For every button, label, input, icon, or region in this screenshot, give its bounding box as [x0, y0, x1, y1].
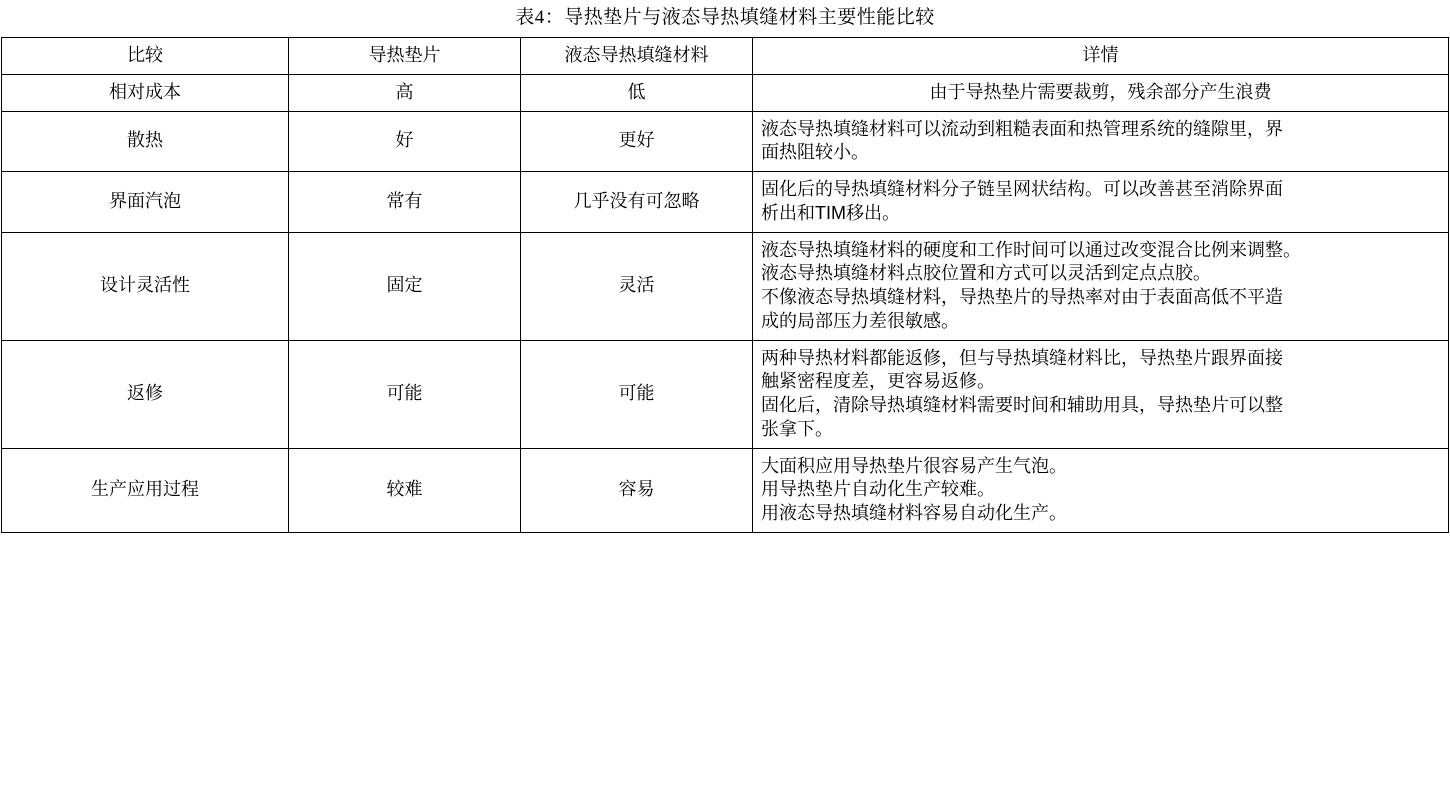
table-row [2, 172, 1449, 233]
table-row [2, 340, 1449, 448]
cell-detail [753, 74, 1449, 111]
header-cell-detail: 详情 [753, 38, 1449, 75]
detail-line: 两种导热材料都能返修，但与导热填缝材料比，导热垫片跟界面接 [761, 347, 1283, 368]
detail-line: 不像液态导热填缝材料，导热垫片的导热率对由于表面高低不平造 [761, 287, 1283, 307]
cell-detail [753, 340, 1449, 448]
cell-item: 散热 [2, 111, 289, 172]
detail-line: 张拿下。 [761, 418, 833, 439]
cell-pad: 较难 [289, 448, 521, 532]
detail-line: 由于导热垫片需要裁剪，残余部分产生浪费 [929, 81, 1272, 102]
table-caption: 表4：导热垫片与液态导热填缝材料主要性能比较 [515, 7, 935, 28]
detail-line: 用导热垫片自动化生产较难。 [761, 479, 995, 500]
cell-pad: 固定 [289, 232, 521, 340]
table-row [2, 232, 1449, 340]
cell-detail [753, 172, 1449, 233]
table-body [2, 38, 1449, 533]
cell-detail [753, 448, 1449, 532]
cell-pad: 常有 [289, 172, 521, 233]
detail-line: 固化后的导热填缝材料分子链呈网状结构。可以改善甚至消除界面 [761, 179, 1283, 199]
header-cell-liquid: 液态导热填缝材料 [521, 38, 753, 75]
cell-pad: 可能 [289, 340, 521, 448]
table-row [2, 74, 1449, 111]
cell-liquid: 可能 [521, 340, 753, 448]
detail-line: 析出和TIM移出。 [761, 202, 900, 223]
header-cell-pad: 导热垫片 [289, 38, 521, 75]
detail-line: 触紧密程度差，更容易返修。 [761, 371, 995, 392]
cell-liquid: 低 [521, 74, 753, 111]
detail-line: 成的局部压力差很敏感。 [761, 310, 959, 331]
detail-line: 液态导热填缝材料可以流动到粗糙表面和热管理系统的缝隙里，界 [761, 118, 1283, 139]
table-row [2, 448, 1449, 532]
cell-pad: 好 [289, 111, 521, 172]
cell-liquid: 几乎没有可忽略 [521, 172, 753, 233]
detail-line: 用液态导热填缝材料容易自动化生产。 [761, 503, 1067, 523]
detail-line: 液态导热填缝材料点胶位置和方式可以灵活到定点点胶。 [761, 263, 1211, 284]
cell-detail [753, 111, 1449, 172]
header-cell-item: 比较 [2, 38, 289, 75]
table-row [2, 111, 1449, 172]
cell-item: 返修 [2, 340, 289, 448]
detail-line: 大面积应用导热垫片很容易产生气泡。 [761, 455, 1067, 476]
cell-item: 生产应用过程 [2, 448, 289, 532]
table-header-row [2, 38, 1449, 75]
comparison-table [1, 37, 1449, 533]
detail-line: 面热阻较小。 [761, 142, 869, 163]
cell-item: 界面汽泡 [2, 172, 289, 233]
cell-item: 相对成本 [2, 74, 289, 111]
detail-line: 固化后，清除导热填缝材料需要时间和辅助用具，导热垫片可以整 [761, 395, 1283, 415]
cell-pad: 高 [289, 74, 521, 111]
detail-line: 液态导热填缝材料的硬度和工作时间可以通过改变混合比例来调整。 [761, 239, 1301, 260]
cell-liquid: 容易 [521, 448, 753, 532]
cell-liquid: 灵活 [521, 232, 753, 340]
cell-detail [753, 232, 1449, 340]
cell-item: 设计灵活性 [2, 232, 289, 340]
cell-liquid: 更好 [521, 111, 753, 172]
